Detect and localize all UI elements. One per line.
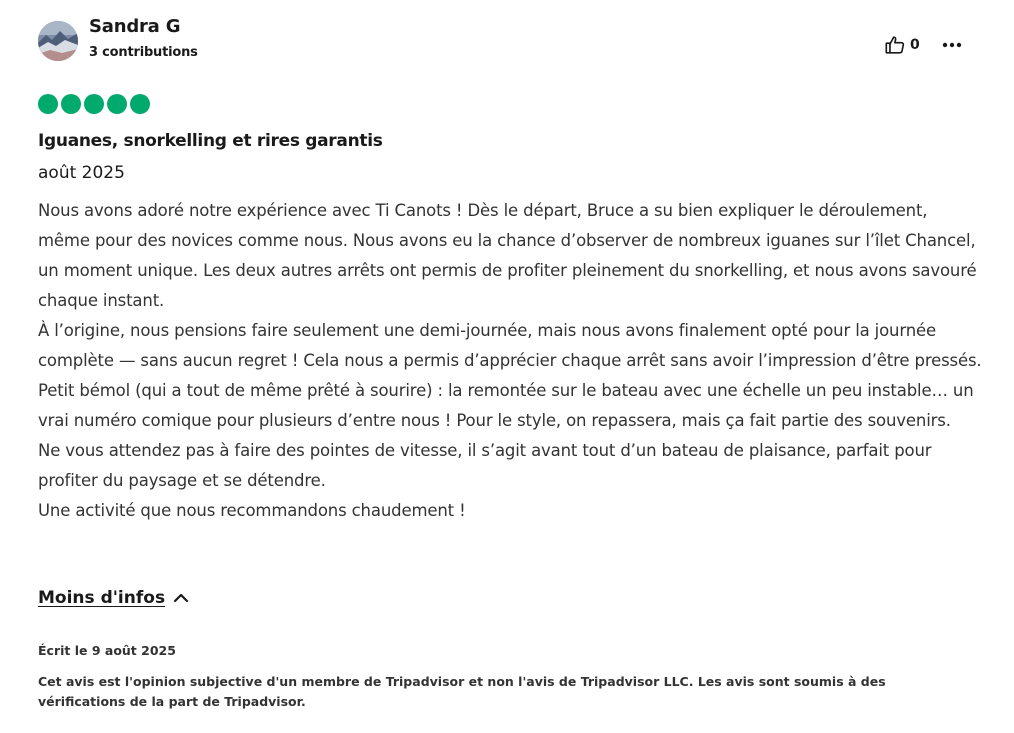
rating-bubble-icon	[107, 94, 127, 114]
rating-bubbles	[38, 94, 150, 114]
rating-bubble-icon	[61, 94, 81, 114]
more-dots-icon	[942, 42, 962, 48]
review-title: Iguanes, snorkelling et rires garantis	[38, 131, 383, 151]
review-paragraph: Nous avons adoré notre expérience avec Ti Canots ! Dès le départ, Bruce a su bien expliquer le déroulement, même pour des novices comme nous. Nous avons eu la chance d’observer de nombreux iguanes sur l’îlet Chancel, un moment unique. Les deux autres arrêts ont permis de profiter pleinement du snorkelling, et nous avons savouré chaque instant.	[38, 201, 977, 310]
review-paragraph: Ne vous attendez pas à faire des pointes de vitesse, il s’agit avant tout d’un bateau de plaisance, parfait pour profiter du paysage et se détendre.	[38, 441, 932, 490]
rating-bubble-icon	[84, 94, 104, 114]
helpful-count: 0	[910, 37, 920, 53]
avatar[interactable]	[38, 21, 78, 61]
review-body	[38, 196, 983, 526]
written-date: Écrit le 9 août 2025	[38, 643, 176, 658]
show-less-link[interactable]	[38, 588, 189, 608]
review-paragraph: Petit bémol (qui a tout de même prêté à sourire) : la remontée sur le bateau avec une échelle un peu instable… un vrai numéro comique pour plusieurs d’entre nous ! Pour le style, on repassera, mais ça fait partie des souvenirs.	[38, 381, 974, 430]
review-date: août 2025	[38, 163, 125, 183]
review-disclaimer: Cet avis est l'opinion subjective d'un membre de Tripadvisor et non l'avis de Tripadvisor LLC. Les avis sont soumis à des vérifications de la part de Tripadvisor.	[38, 674, 886, 709]
reviewer-name[interactable]: Sandra G	[89, 16, 181, 37]
show-less-label: Moins d'infos	[38, 588, 166, 608]
thumbs-up-icon	[884, 34, 906, 56]
reviewer-contributions: 3 contributions	[89, 45, 198, 60]
review-paragraph: Une activité que nous recommandons chaudement !	[38, 501, 466, 520]
chevron-up-icon	[173, 593, 189, 603]
more-options-button[interactable]	[940, 34, 964, 56]
rating-bubble-icon	[38, 94, 58, 114]
avatar-image	[38, 21, 78, 61]
rating-bubble-icon	[130, 94, 150, 114]
helpful-button[interactable]	[884, 34, 920, 56]
review-paragraph: À l’origine, nous pensions faire seulement une demi-journée, mais nous avons finalement opté pour la journée complète — sans aucun regret ! Cela nous a permis d’apprécier chaque arrêt sans avoir l’impression d’être pressés.	[38, 321, 982, 370]
